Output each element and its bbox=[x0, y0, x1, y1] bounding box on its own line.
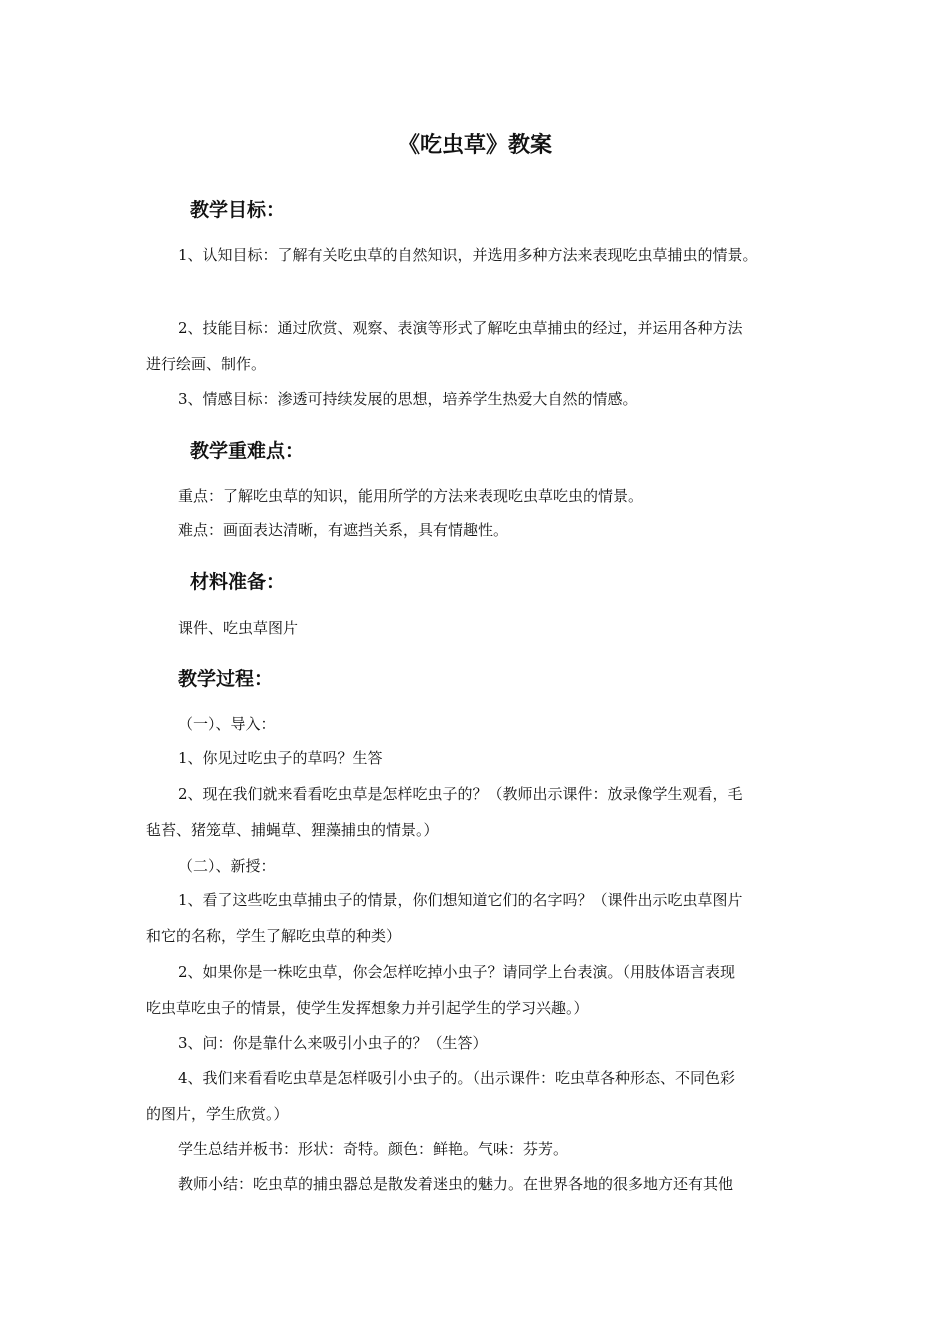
section-new-title: （二）、新授： bbox=[178, 857, 276, 875]
intro-item-2-line2: 毡苔、猪笼草、捕蝇草、狸藻捕虫的情景。） bbox=[146, 821, 439, 839]
goal-cognitive: 1、认知目标：了解有关吃虫草的自然知识，并选用多种方法来表现吃虫草捕虫的情景。 bbox=[178, 246, 758, 264]
goal-skill-line1: 2、技能目标：通过欣赏、观察、表演等形式了解吃虫草捕虫的经过，并运用各种方法 bbox=[178, 319, 743, 337]
new-item-1-line1: 1、看了这些吃虫草捕虫子的情景，你们想知道它们的名字吗？（课件出示吃虫草图片 bbox=[178, 891, 743, 909]
goal-skill-line2: 进行绘画、制作。 bbox=[146, 355, 267, 373]
teacher-summary: 教师小结：吃虫草的捕虫器总是散发着迷虫的魅力。在世界各地的很多地方还有其他 bbox=[178, 1175, 734, 1193]
goal-emotion: 3、情感目标：渗透可持续发展的思想，培养学生热爱大自然的情感。 bbox=[178, 390, 638, 408]
new-item-4-line1: 4、我们来看看吃虫草是怎样吸引小虫子的。（出示课件：吃虫草各种形态、不同色彩 bbox=[178, 1069, 736, 1087]
materials-heading: 材料准备： bbox=[190, 571, 286, 593]
student-summary: 学生总结并板书：形状：奇特。颜色：鲜艳。气味：芬芳。 bbox=[178, 1140, 569, 1158]
new-item-1-line2: 和它的名称，学生了解吃虫草的种类） bbox=[146, 927, 402, 945]
focus-point: 重点：了解吃虫草的知识，能用所学的方法来表现吃虫草吃虫的情景。 bbox=[178, 487, 644, 505]
document-title: 《吃虫草》教案 bbox=[397, 133, 552, 158]
intro-item-1: 1、你见过吃虫子的草吗？生答 bbox=[178, 749, 383, 767]
intro-item-2-line1: 2、现在我们就来看看吃虫草是怎样吃虫子的？（教师出示课件：放录像学生观看，毛 bbox=[178, 785, 743, 803]
materials-text: 课件、吃虫草图片 bbox=[178, 619, 299, 637]
goals-heading: 教学目标： bbox=[190, 199, 286, 221]
section-intro-title: （一）、导入： bbox=[178, 715, 276, 733]
new-item-3: 3、问：你是靠什么来吸引小虫子的？（生答） bbox=[178, 1034, 488, 1052]
new-item-2-line2: 吃虫草吃虫子的情景，使学生发挥想象力并引起学生的学习兴趣。） bbox=[146, 999, 589, 1017]
process-heading: 教学过程： bbox=[178, 668, 274, 690]
key-points-heading: 教学重难点： bbox=[190, 440, 305, 462]
new-item-2-line1: 2、如果你是一株吃虫草，你会怎样吃掉小虫子？请同学上台表演。（用肢体语言表现 bbox=[178, 963, 736, 981]
new-item-4-line2: 的图片，学生欣赏。） bbox=[146, 1105, 289, 1123]
difficulty-point: 难点：画面表达清晰，有遮挡关系，具有情趣性。 bbox=[178, 521, 509, 539]
